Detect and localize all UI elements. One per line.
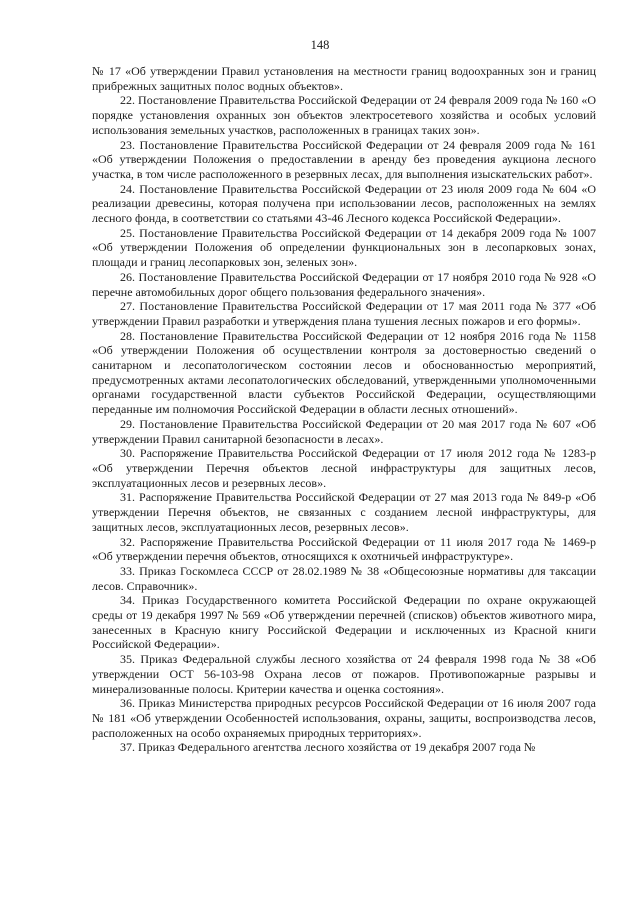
list-item-30: 30. Распоряжение Правительства Российской Федерации от 17 июля 2012 года № 1283-р «Об утверждении Перечня объектов лесной инфраструктуры для защитных лесов, эксплуатационных лесов и резервных лесов». xyxy=(92,446,596,490)
list-item-28: 28. Постановление Правительства Российской Федерации от 12 ноября 2016 года № 1158 «Об утверждении Положения об осуществлении контроля за достоверностью сведений о санитарном и лесопатологическом состоянии лесов и обоснованностью мероприятий, предусмотренных актами лесопатологических обследований, утвержденными уполномоченными органами государственной власти субъектов Российской Федерации, осуществляющими переданные им полномочия Российской Федерации в области лесных отношений». xyxy=(92,328,596,417)
list-item-37: 37. Приказ Федерального агентства лесного хозяйства от 19 декабря 2007 года № xyxy=(120,740,536,755)
list-item-22: 22. Постановление Правительства Российской Федерации от 24 февраля 2009 года № 160 «О порядке установления охранных зон объектов электросетевого хозяйства и особых условий использования земельных участков, расположенных в границах таких зон». xyxy=(92,93,596,137)
page-number: 148 xyxy=(310,38,330,52)
list-item-23: 23. Постановление Правительства Российской Федерации от 24 февраля 2009 года № 161 «Об утверждении Положения о предоставлении в аренду без проведения аукциона лесного участка, в том числе расположенного в резервных лесах, для выполнения изыскательских работ». xyxy=(92,137,596,181)
list-item-27: 27. Постановление Правительства Российской Федерации от 17 мая 2011 года № 377 «Об утверждении Правил разработки и утверждения плана тушения лесных пожаров и его формы». xyxy=(92,299,596,328)
list-item-24: 24. Постановление Правительства Российской Федерации от 23 июля 2009 года № 604 «О реализации древесины, которая получена при использовании лесов, расположенных на землях лесного фонда, в соответствии со статьями 43-46 Лесного кодекса Российской Федерации». xyxy=(92,181,596,226)
list-item-26: 26. Постановление Правительства Российской Федерации от 17 ноября 2010 года № 928 «О перечне автомобильных дорог общего пользования федерального значения». xyxy=(92,269,596,299)
list-item-32: 32. Распоряжение Правительства Российской Федерации от 11 июля 2017 года № 1469-р «Об утверждении перечня объектов, относящихся к охотничьей инфраструктуре». xyxy=(92,534,596,564)
document-body xyxy=(92,64,596,755)
paragraph-continuation: № 17 «Об утверждении Правил установления на местности границ водоохранных зон и границ прибрежных защитных полос водных объектов». xyxy=(92,64,596,93)
list-item-34: 34. Приказ Государственного комитета Российской Федерации по охране окружающей среды от 19 декабря 1997 № 569 «Об утверждении перечней (списков) объектов животного мира, занесенных в Красную книгу Российской Федерации и исключенных из Красной книги Российской Федерации». xyxy=(92,593,596,652)
list-item-36: 36. Приказ Министерства природных ресурсов Российской Федерации от 16 июля 2007 года № 181 «Об утверждении Особенностей использования, охраны, защиты, воспроизводства лесов, расположенных на особо охраняемых природных территориях». xyxy=(92,696,596,740)
list-item-29: 29. Постановление Правительства Российской Федерации от 20 мая 2017 года № 607 «Об утверждении Правил санитарной безопасности в лесах». xyxy=(92,416,596,446)
list-item-31: 31. Распоряжение Правительства Российской Федерации от 27 мая 2013 года № 849-р «Об утверждении Перечня объектов, не связанных с созданием лесной инфраструктуры, для защитных лесов, эксплуатационных лесов, резервных лесов». xyxy=(92,490,596,534)
list-item-35: 35. Приказ Федеральной службы лесного хозяйства от 24 февраля 1998 года № 38 «Об утверждении ОСТ 56-103-98 Охрана лесов от пожаров. Противопожарные разрывы и минерализованные полосы. Критерии качества и оценка состояния». xyxy=(92,652,596,696)
list-item-25: 25. Постановление Правительства Российской Федерации от 14 декабря 2009 года № 1007 «Об утверждении Положения об определении функциональных зон в лесопарковых зонах, площади и границ лесопарковых зон, зеленых зон». xyxy=(92,225,596,270)
list-item-33: 33. Приказ Госкомлеса СССР от 28.02.1989 № 38 «Общесоюзные нормативы для таксации лесов. Справочник». xyxy=(92,563,596,593)
